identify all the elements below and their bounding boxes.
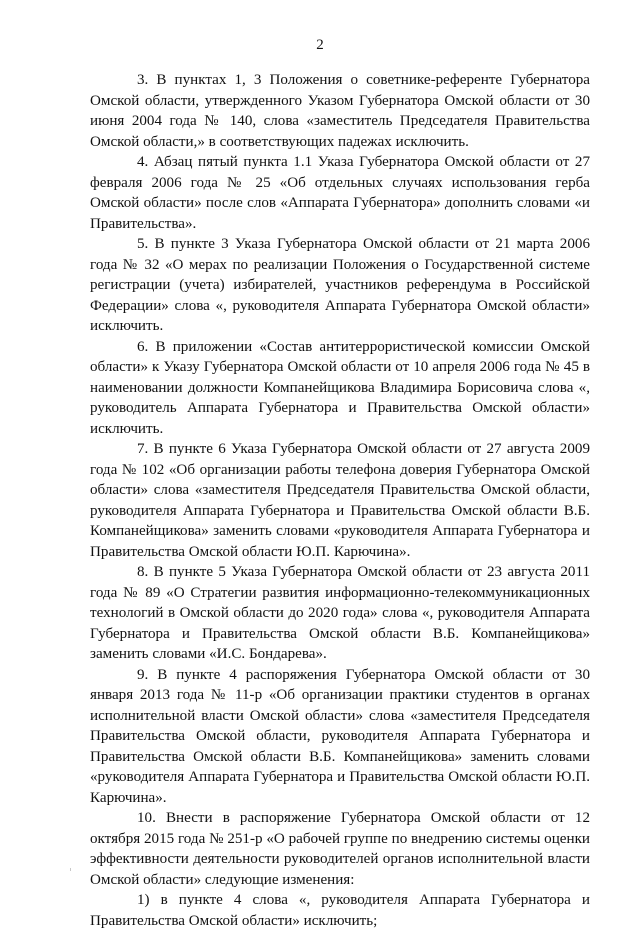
paragraph-10: 10. Внести в распоряжение Губернатора Омской области от 12 октября 2015 года № 251-р «О рабочей группе по внедрению системы оценки эффективности деятельности руководителей органов исполнительной власти Омской области» следующие изменения: bbox=[90, 810, 590, 888]
paragraph-8: 8. В пункте 5 Указа Губернатора Омской области от 23 августа 2011 года № 89 «О Стратегии развития информационно-телекоммуникационных технологий в Омской области до 2020 года» слова «, руководителя Аппарата Губернатора и Правительства Омской области В.Б. Компанейщикова» заменить словами «И.С. Бондарева». bbox=[90, 564, 590, 662]
paragraph-7: 7. В пункте 6 Указа Губернатора Омской области от 27 августа 2009 года № 102 «Об организации работы телефона доверия Губернатора Омской области» слова «заместителя Председателя Правительства Омской области, руководителя Аппарата Губернатора и Правительства Омской области В.Б. Компанейщикова» заменить словами «руководителя Аппарата Губернатора и Правительства Омской области Ю.П. Карючина». bbox=[90, 441, 590, 560]
paragraph-6: 6. В приложении «Состав антитеррористической комиссии Омской области» к Указу Губернатора Омской области от 10 апреля 2006 года № 45 в наименовании должности Компанейщикова Владимира Борисовича слова «, руководитель Аппарата Губернатора и Правительства Омской области» исключить. bbox=[90, 338, 590, 437]
paragraph-5: 5. В пункте 3 Указа Губернатора Омской области от 21 марта 2006 года № 32 «О мерах по реализации Положения о Государственной системе регистрации (учета) избирателей, участников референдума в Российской Федерации» слова «, руководителя Аппарата Губернатора Омской области» исключить. bbox=[90, 236, 590, 334]
page-number: 2 bbox=[316, 37, 324, 53]
document-body bbox=[90, 70, 590, 931]
paragraph-4: 4. Абзац пятый пункта 1.1 Указа Губернатора Омской области от 27 февраля 2006 года № 25 «Об отдельных случаях использования герба Омской области» после слов «Аппарата Губернатора» дополнить словами «и Правительства». bbox=[90, 154, 590, 232]
subitem-10-1: 1) в пункте 4 слова «, руководителя Аппарата Губернатора и Правительства Омской области» исключить; bbox=[90, 892, 590, 929]
scan-artifact bbox=[70, 868, 71, 871]
paragraph-3: 3. В пунктах 1, 3 Положения о советнике-референте Губернатора Омской области, утвержденного Указом Губернатора Омской области от 30 июня 2004 года № 140, слова «заместитель Председателя Правительства Омской области,» в соответствующих падежах исключить. bbox=[90, 72, 590, 150]
paragraph-9: 9. В пункте 4 распоряжения Губернатора Омской области от 30 января 2013 года № 11-р «Об организации практики студентов в органах исполнительной власти Омской области» слова «заместителя Председателя Правительства Омской области, руководителя Аппарата Губернатора и Правительства Омской области В.Б. Компанейщикова» заменить словами «руководителя Аппарата Губернатора и Правительства Омской области Ю.П. Карючина». bbox=[90, 666, 590, 806]
